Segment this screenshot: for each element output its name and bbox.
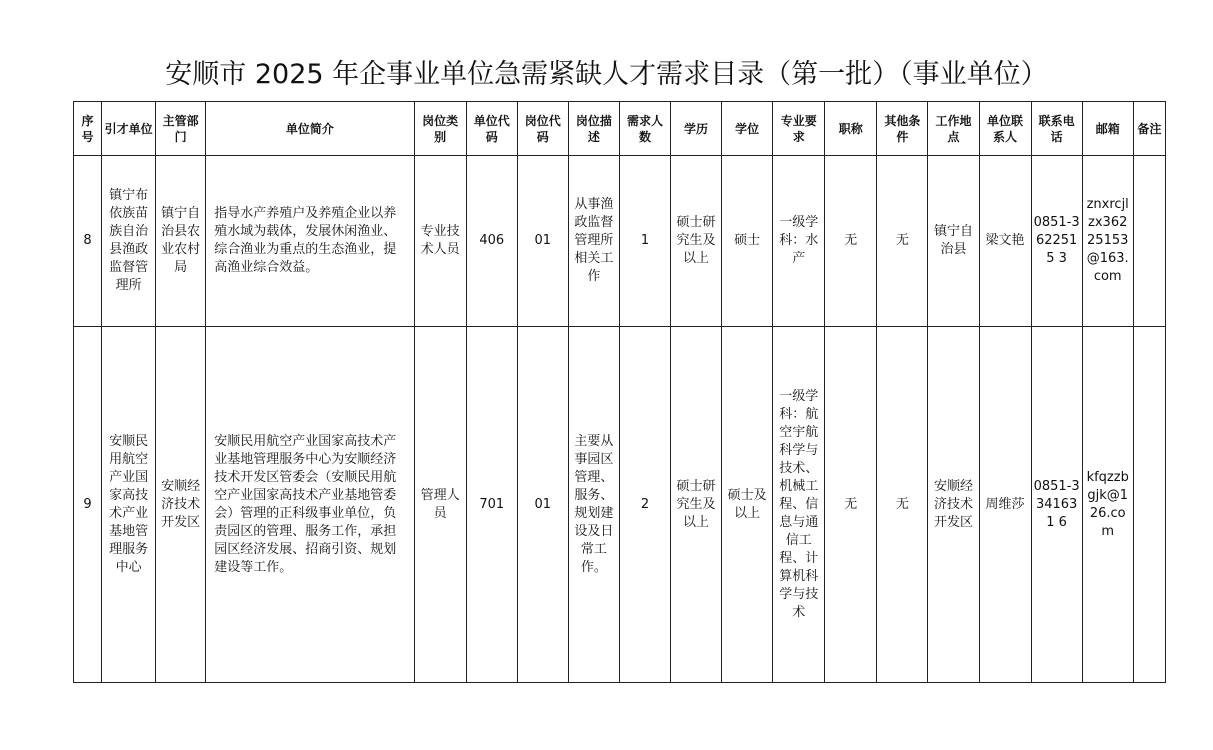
cell-other: 无 [877,156,928,327]
header-count: 需求人数 [619,102,670,156]
cell-title-req: 无 [825,327,877,683]
cell-intro: 指导水产养殖户及养殖企业以养殖水域为载体，发展休闲渔业、综合渔业为重点的生态渔业，提高渔业综合效益。 [206,156,414,327]
cell-unit: 镇宁布依族苗族自治县渔政监督管理所 [102,156,156,327]
header-email: 邮箱 [1082,102,1133,156]
cell-education: 硕士研究生及以上 [671,327,722,683]
header-location: 工作地点 [928,102,979,156]
cell-contact: 周维莎 [979,327,1031,683]
cell-education: 硕士研究生及以上 [671,156,722,327]
cell-no: 8 [74,156,102,327]
cell-category: 管理人员 [414,327,466,683]
header-other: 其他条件 [877,102,928,156]
cell-post-code: 01 [517,327,568,683]
header-phone: 联系电话 [1031,102,1082,156]
cell-dept: 安顺经济技术开发区 [156,327,206,683]
cell-category: 专业技术人员 [414,156,466,327]
cell-remark [1133,327,1165,683]
cell-count: 1 [619,156,670,327]
cell-phone: 0851-3622515 3 [1031,156,1082,327]
cell-unit-code: 701 [466,327,517,683]
cell-location: 镇宁自治县 [928,156,979,327]
header-unit: 引才单位 [102,102,156,156]
cell-degree: 硕士及以上 [722,327,773,683]
cell-email[interactable]: kfqzzbgjk@126.com [1082,327,1133,683]
header-row [74,102,1166,156]
talent-demand-table [73,101,1166,683]
cell-post-code: 01 [517,156,568,327]
header-post-code: 岗位代码 [517,102,568,156]
cell-dept: 镇宁自治县农业农村局 [156,156,206,327]
cell-count: 2 [619,327,670,683]
cell-email[interactable]: znxrcjlzx36225153@163.com [1082,156,1133,327]
header-post-desc: 岗位描述 [568,102,619,156]
header-no: 序号 [74,102,102,156]
table-row [74,156,1166,327]
cell-major: 一级学科：水产 [773,156,825,327]
cell-title-req: 无 [825,156,877,327]
header-unit-code: 单位代码 [466,102,517,156]
header-dept: 主管部门 [156,102,206,156]
cell-major: 一级学科：航空宇航科学与技术、机械工程、信息与通信工程、计算机科学与技术 [773,327,825,683]
cell-no: 9 [74,327,102,683]
cell-remark [1133,156,1165,327]
header-degree: 学位 [722,102,773,156]
cell-post-desc: 主要从事园区管理、服务、规划建设及日常工作。 [568,327,619,683]
header-remark: 备注 [1133,102,1165,156]
cell-unit: 安顺民用航空产业国家高技术产业基地管理服务中心 [102,327,156,683]
header-intro: 单位简介 [206,102,414,156]
table-row [74,327,1166,683]
header-education: 学历 [671,102,722,156]
header-major: 专业要求 [773,102,825,156]
cell-unit-code: 406 [466,156,517,327]
cell-other: 无 [877,327,928,683]
cell-post-desc: 从事渔政监督管理所相关工作 [568,156,619,327]
header-title-req: 职称 [825,102,877,156]
cell-location: 安顺经济技术开发区 [928,327,979,683]
header-category: 岗位类别 [414,102,466,156]
cell-phone: 0851-3341631 6 [1031,327,1082,683]
cell-contact: 梁文艳 [979,156,1031,327]
cell-degree: 硕士 [722,156,773,327]
page-title: 安顺市 2025 年企事业单位急需紧缺人才需求目录（第一批）（事业单位） [165,59,1048,90]
cell-intro: 安顺民用航空产业国家高技术产业基地管理服务中心为安顺经济技术开发区管委会（安顺民用航空产业国家高技术产业基地管委会）管理的正科级事业单位，负责园区的管理、服务工作，承担园区经济发展、招商引资、规划建设等工作。 [206,327,414,683]
header-contact: 单位联系人 [979,102,1031,156]
